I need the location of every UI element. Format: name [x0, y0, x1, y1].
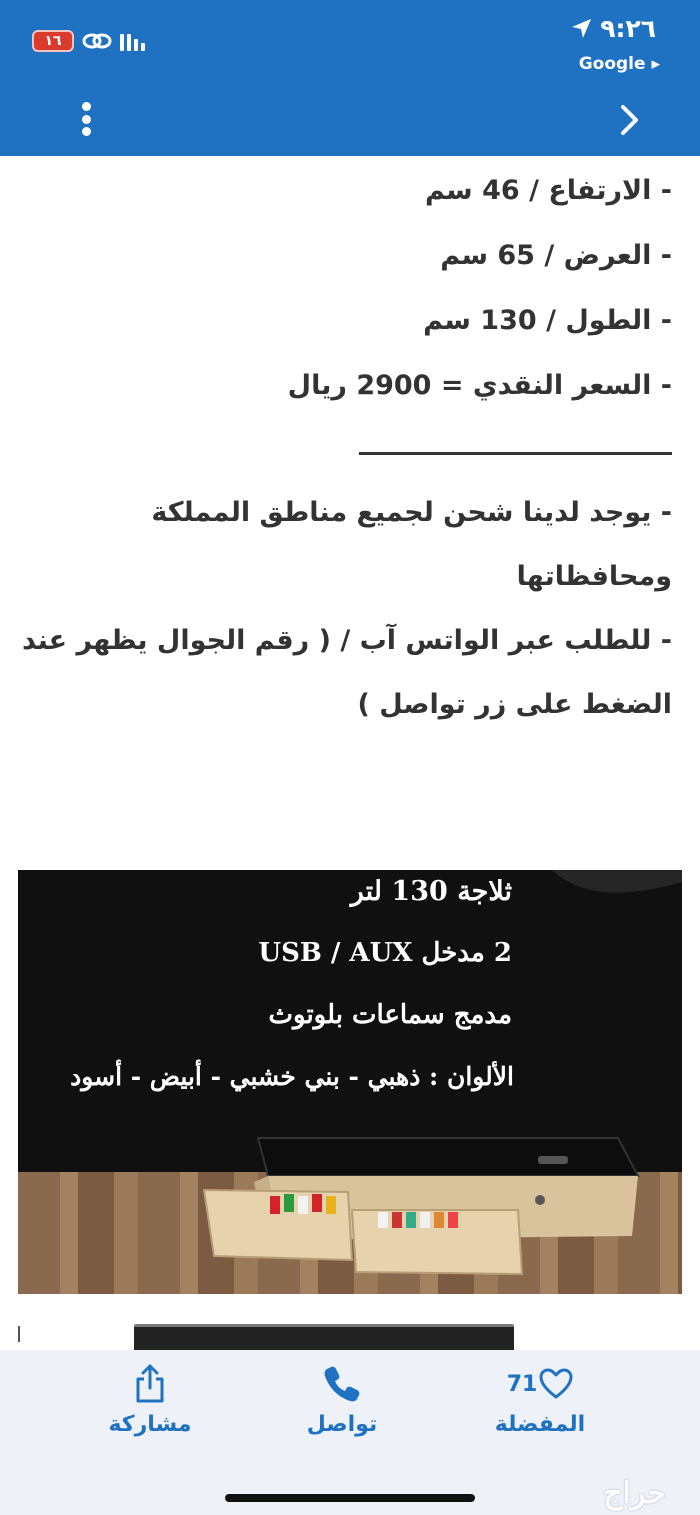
battery-indicator: ١٦	[32, 30, 74, 52]
shipping-info: - يوجد لدينا شحن لجميع مناطق المملكة ومحافظاتها	[151, 497, 672, 592]
spec-width: - العرض / 65 سم	[440, 240, 672, 271]
link-icon	[82, 31, 112, 51]
ad-description	[0, 156, 700, 418]
haraj-watermark: حراج	[603, 1476, 666, 1511]
heart-icon	[539, 1368, 573, 1400]
status-time: ٩:٢٦	[600, 14, 656, 43]
contact-button[interactable]	[272, 1364, 412, 1437]
phone-icon	[322, 1364, 362, 1404]
location-arrow-icon	[570, 18, 592, 40]
bottom-action-bar	[0, 1350, 700, 1515]
spec-height: - الارتفاع / 46 سم	[424, 175, 672, 206]
favorite-button[interactable]	[470, 1364, 610, 1437]
contact-label: تواصل	[306, 1412, 378, 1437]
top-app-bar	[0, 0, 700, 156]
photo-colors: الألوان : ذهبي - بني خشبي - أبيض - أسود	[70, 1062, 514, 1091]
photo-capacity: ثلاجة 130 لتر	[350, 876, 512, 907]
spec-price: - السعر النقدي = 2900 ريال	[287, 370, 672, 401]
spec-length: - الطول / 130 سم	[423, 305, 672, 336]
share-button[interactable]	[80, 1364, 220, 1437]
favorite-label: المفضلة	[494, 1412, 586, 1437]
back-button[interactable]	[610, 98, 650, 142]
next-product-image[interactable]	[134, 1324, 514, 1350]
more-options-button[interactable]	[70, 96, 102, 142]
home-indicator[interactable]	[225, 1494, 475, 1502]
photo-speakers: مدمج سماعات بلوتوث	[268, 1000, 512, 1030]
share-icon	[134, 1364, 166, 1404]
order-info: - للطلب عبر الواتس آب / ( رقم الجوال يظهر عند الضغط على زر تواصل )	[22, 625, 672, 720]
ad-content[interactable]	[0, 156, 700, 1350]
divider	[359, 452, 672, 455]
favorite-count: 71	[506, 1371, 538, 1397]
photo-ports: 2 مدخل USB / AUX	[258, 938, 512, 968]
signal-icon	[120, 31, 145, 51]
scroll-marker	[18, 1326, 20, 1342]
chevron-right-icon	[619, 103, 641, 137]
status-indicators	[32, 30, 145, 52]
carrier-back-link[interactable]: Google ▸	[578, 54, 660, 74]
product-image[interactable]	[18, 870, 682, 1294]
share-label: مشاركة	[108, 1412, 192, 1437]
